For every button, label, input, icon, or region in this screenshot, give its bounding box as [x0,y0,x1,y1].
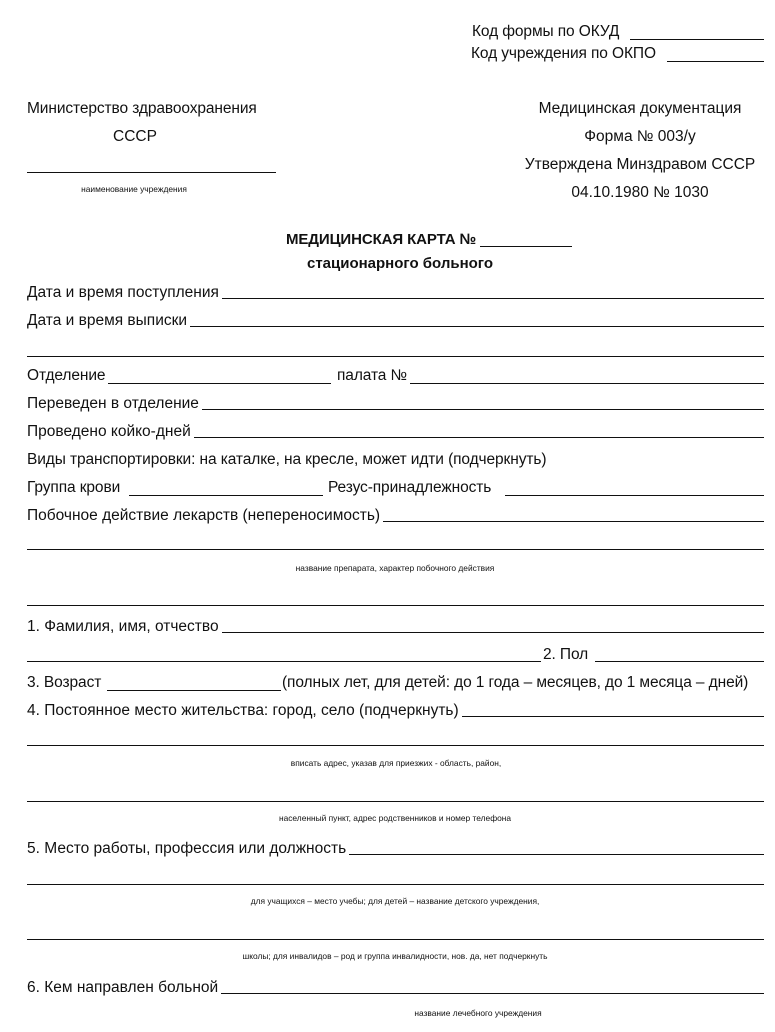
discharge-label: Дата и время выписки [27,312,188,329]
residence-label: 4. Постоянное место жительства: город, село (подчеркнуть) [27,702,459,719]
rhesus-label: Резус-принадлежность [328,479,492,496]
referred-caption: название лечебного учреждения [414,1008,542,1018]
referred-row[interactable] [27,979,764,997]
transferred-row[interactable] [27,395,764,413]
fio-extra-line[interactable] [27,661,541,662]
side-effect-extra-line[interactable] [27,549,764,550]
rhesus-field[interactable] [505,495,764,496]
ward-label: палата № [337,367,408,384]
work-line-2[interactable] [27,884,764,885]
blood-group-field[interactable] [129,495,323,496]
okpo-field[interactable] [667,61,764,62]
department-field[interactable] [108,383,331,384]
admission-row[interactable] [27,284,764,302]
residence-line-2[interactable] [27,745,764,746]
side-effect-caption: название препарата, характер побочного действия [295,563,495,573]
work-line-3[interactable] [27,939,764,940]
approval-date: 04.10.1980 № 1030 [571,184,709,201]
discharge-field[interactable] [190,326,764,327]
blood-group-label: Группа крови [27,479,121,496]
referred-field[interactable] [221,993,764,994]
residence-field[interactable] [462,716,764,717]
card-subtitle: стационарного больного [306,255,494,272]
approved-by: Утверждена Минздравом СССР [524,156,756,173]
residence-row[interactable] [27,702,764,720]
card-number-field[interactable] [480,246,572,247]
side-effect-extra-line-2[interactable] [27,605,764,606]
referred-label: 6. Кем направлен больной [27,979,219,996]
sex-field[interactable] [595,661,764,662]
admission-field[interactable] [222,298,764,299]
admission-label: Дата и время поступления [27,284,219,301]
age-label: 3. Возраст [27,674,102,691]
ministry-country: СССР [113,128,157,145]
institution-caption: наименование учреждения [81,184,187,194]
age-field[interactable] [107,690,281,691]
transferred-field[interactable] [202,409,764,410]
transport-label: Виды транспортировки: на каталке, на кресле, может идти (подчеркнуть) [27,451,547,468]
side-effect-field[interactable] [383,521,764,522]
work-row[interactable] [27,840,764,858]
fio-field[interactable] [222,632,764,633]
ministry-name: Министерство здравоохранения [27,100,257,117]
ward-field[interactable] [410,383,764,384]
doc-type: Медицинская документация [538,100,742,117]
okpo-label: Код учреждения по ОКПО [471,45,656,62]
discharge-extra-line[interactable] [27,356,764,357]
bed-days-field[interactable] [194,437,764,438]
side-effect-label: Побочное действие лекарств (непереносимость) [27,507,381,524]
work-caption-1: для учащихся – место учебы; для детей – название детского учреждения, [250,896,540,906]
card-title: МЕДИЦИНСКАЯ КАРТА № [286,231,477,248]
work-caption-2: школы; для инвалидов – род и группа инвалидности, нов. да, нет подчеркнуть [242,951,548,961]
discharge-row[interactable] [27,312,764,330]
bed-days-label: Проведено койко-дней [27,423,191,440]
residence-line-3[interactable] [27,801,764,802]
sex-label: 2. Пол [543,646,589,663]
form-number: Форма № 003/у [584,128,696,145]
residence-caption-2: населенный пункт, адрес родственников и номер телефона [278,813,512,823]
side-effect-row[interactable] [27,507,764,525]
okud-label: Код формы по ОКУД [472,23,620,40]
work-label: 5. Место работы, профессия или должность [27,840,347,857]
residence-caption-1: вписать адрес, указав для приезжих - область, район, [290,758,502,768]
work-field[interactable] [349,854,764,855]
department-label: Отделение [27,367,106,384]
fio-row[interactable] [27,618,764,636]
fio-label: 1. Фамилия, имя, отчество [27,618,219,635]
institution-name-field[interactable] [27,172,276,173]
age-note: (полных лет, для детей: до 1 года – месяцев, до 1 месяца – дней) [282,674,749,691]
transferred-label: Переведен в отделение [27,395,199,412]
bed-days-row[interactable] [27,423,764,441]
okud-field[interactable] [630,39,764,40]
